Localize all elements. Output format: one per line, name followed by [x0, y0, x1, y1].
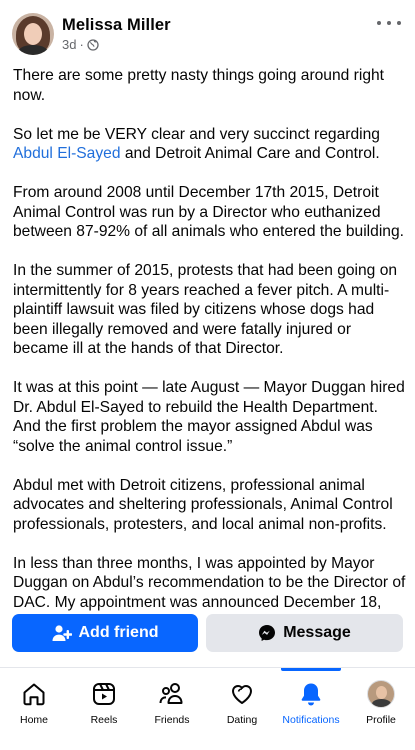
post-time[interactable]: 3d	[62, 37, 77, 52]
tab-reels[interactable]	[82, 668, 126, 728]
bell-icon	[298, 681, 324, 707]
add-friend-button[interactable]	[12, 614, 198, 652]
globe-icon	[87, 39, 99, 51]
message-label: Message	[283, 624, 351, 641]
post-paragraph: Abdul met with Detroit citizens, professional animal advocates and sheltering professionals, Animal Control professionals, protesters, and local animal non-profits.	[13, 476, 393, 533]
mention-link[interactable]: Abdul El-Sayed	[13, 145, 121, 162]
dating-icon	[229, 681, 255, 707]
tab-home[interactable]	[12, 668, 56, 728]
profile-avatar	[367, 680, 395, 708]
messenger-icon	[258, 624, 276, 642]
tab-label: Profile	[366, 714, 396, 726]
post-meta	[62, 37, 99, 52]
tab-profile[interactable]	[360, 668, 402, 728]
post-paragraph: There are some pretty nasty things going around right now.	[13, 67, 384, 104]
profile-action-bar	[0, 614, 415, 654]
more-horizontal-icon[interactable]	[377, 18, 401, 28]
home-icon	[21, 681, 47, 707]
author-avatar[interactable]	[12, 13, 54, 55]
tab-label: Reels	[90, 714, 118, 726]
post-text: and Detroit Animal Care and Control.	[120, 145, 380, 162]
separator-dot: ·	[79, 37, 84, 52]
post-paragraph: It was at this point — late August — Mayor Duggan hired Dr. Abdul El-Sayed to rebuild the Health Department. And the first problem the mayor assigned Abdul was “solve the animal control issue.”	[13, 379, 405, 455]
post-paragraph: From around 2008 until December 17th 2015, Detroit Animal Control was run by a Director who euthanized between 87-92% of all animals who entered the building.	[13, 184, 404, 240]
post-body	[13, 66, 408, 632]
post-paragraph: In the summer of 2015, protests that had been going on intermittently for 8 years reached a fever pitch. A multi-plaintiff lawsuit was filed by citizens whose dogs had been illegally removed and were fatally injured or became ill at the hands of that Director.	[13, 262, 398, 357]
add-friend-label: Add friend	[78, 624, 159, 641]
tab-friends[interactable]	[150, 668, 194, 728]
post-paragraph	[13, 125, 408, 164]
tab-label: Dating	[226, 714, 258, 726]
tab-label: Home	[19, 714, 48, 726]
tab-label: Notifications	[282, 714, 340, 726]
message-button[interactable]	[206, 614, 403, 652]
add-friend-icon	[52, 624, 72, 642]
author-name[interactable]: Melissa Miller	[62, 16, 171, 34]
bottom-tab-bar	[0, 667, 415, 750]
tab-notifications[interactable]	[279, 668, 343, 728]
post-header	[0, 0, 415, 62]
tab-dating[interactable]	[218, 668, 266, 728]
reels-icon	[91, 681, 117, 707]
post-text: So let me be VERY clear and very succinct regarding	[13, 125, 380, 143]
tab-label: Friends	[154, 714, 190, 726]
post-paragraph: In less than three months, I was appointed by Mayor Duggan on Abdul’s recommendation to be the Director of DAC. My appointment was announced December 18,	[13, 554, 406, 611]
friends-icon	[158, 681, 186, 707]
